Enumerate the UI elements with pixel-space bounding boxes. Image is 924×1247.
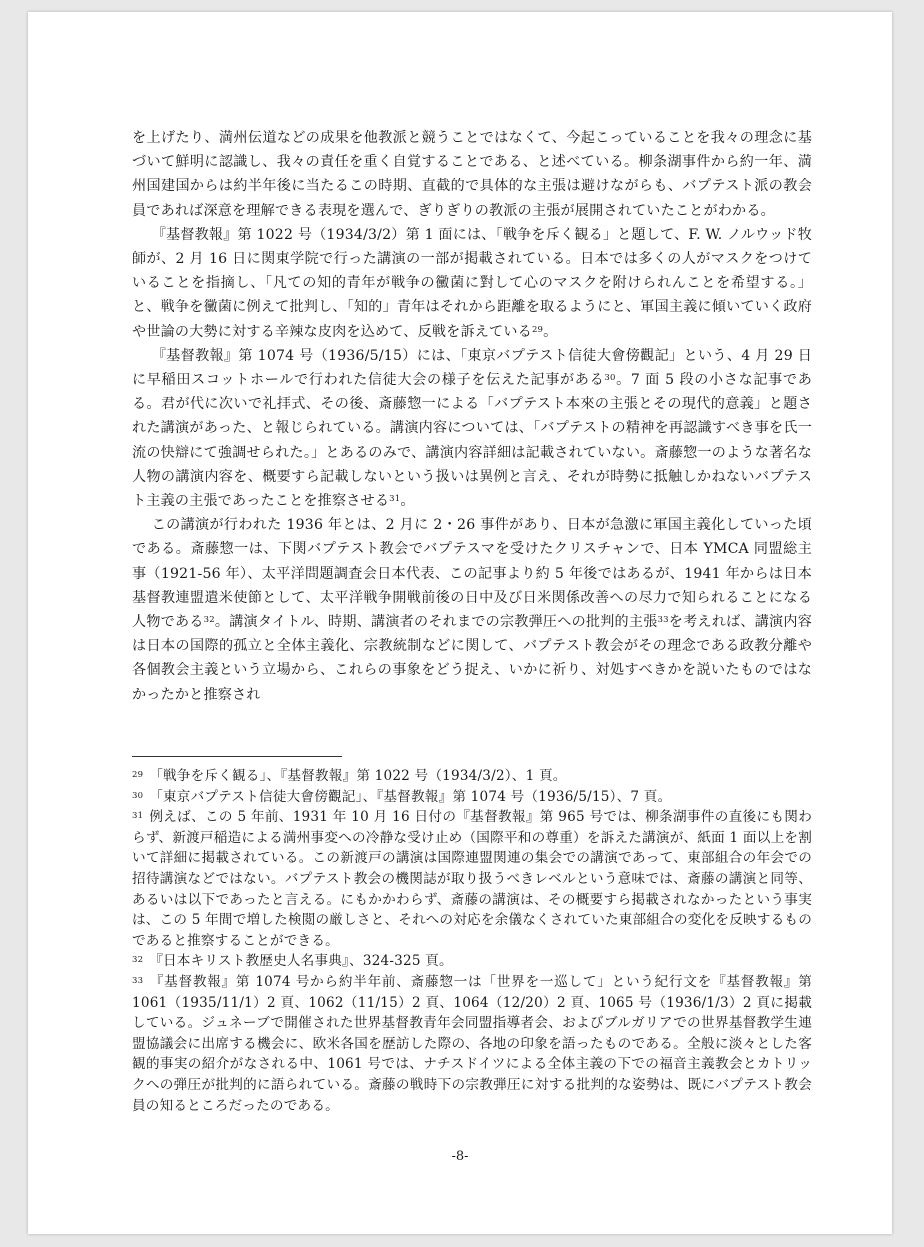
footnote-number: 31 (132, 811, 144, 822)
footnote-32 (132, 951, 812, 972)
footnote-text: 「戦争を斥く観る」、『基督教報』第 1022 号（1934/3/2）、1 頁。 (149, 768, 567, 784)
paragraph-2-text: 『基督教報』第 1022 号（1934/3/2）第 1 面には、「戦争を斥く観る」と題して、F. W. ノルウッド牧師が、2 月 16 日に関東学院で行った講演の一部が掲載されている。日本では多くの人がマスクをつけていることを指摘し、「凡ての知的青年が戦争の黴菌に對して心のマスクを附けられんことを希望する。」と、戦争を黴菌に例えて批判し、「知的」青年はそれから距離を取るようにと、軍国主義に傾いていく政府や世論の大勢に対する辛辣な皮肉を込めて、反戦を訴えている (132, 226, 813, 340)
footnote-ref-30[interactable]: 30 (604, 373, 616, 384)
footnote-number: 32 (132, 955, 144, 966)
body-text (132, 126, 812, 707)
footnote-text: 『基督教報』第 1074 号から約半年前、斎藤惣一は「世界を一巡して」という紀行文を『基督教報』第 1061（1935/11/1）2 頁、1062（11/15）2 頁、1064（12/20）2 頁、1065 号（1936/1/3）2 頁に掲載している。ジュネーブで開催された世界基督教青年会同盟指導者会、およびブルガリアでの世界基督教学生連盟協議会に出席する機会に、欧米各国を歴訪した際の、各地の印象を語ったものである。全般に淡々とした客観的事実の紹介がなされる中、1061 号では、ナチスドイツによる全体主義の下での福音主義教会とカトリックへの弾圧が批判的に語られている。斎藤の戦時下の宗教弾圧に対する批判的な姿勢は、既にバプテスト教会員の知るところだったのである。 (132, 973, 812, 1114)
footnote-text: 例えば、この 5 年前、1931 年 10 月 16 日付の『基督教報』第 965 号では、柳条湖事件の直後にも関わらず、新渡戸稲造による満州事変への冷静な受け止め（国際平和の尊重）を訴えた講演が、紙面 1 面以上を割いて詳細に掲載されている。この新渡戸の講演は国際連盟関連の集会での講演であって、東部組合の年会での招待講演などではない。バプテスト教会の機関誌が取り扱うべきレベルという意味では、斎藤の講演と同等、あるいは以下であったと言える。にもかかわらず、斎藤の講演は、その概要すら掲載されなかったという事実は、この 5 年間で増した検閲の厳しさと、それへの対応を余儀なくされていた東部組合の変化を反映するものであると推察することができる。 (132, 809, 812, 949)
footnote-number: 29 (132, 770, 144, 780)
paragraph-4 (132, 513, 812, 707)
footnote-31 (132, 807, 812, 951)
footnote-29 (132, 766, 812, 787)
footnote-number: 33 (132, 975, 144, 986)
footnote-ref-33[interactable]: 33 (657, 615, 669, 626)
paragraph-4-text-b: 。講演タイトル、時期、講演者のそれまでの宗教弾圧への批判的主張 (214, 614, 658, 631)
footnote-number: 30 (132, 790, 144, 801)
footnote-ref-29[interactable]: 29 (531, 324, 544, 335)
footnote-ref-31[interactable]: 31 (389, 494, 401, 505)
footnote-ref-32[interactable]: 32 (203, 615, 215, 626)
paragraph-1 (132, 126, 812, 223)
document-page (28, 12, 892, 1234)
page-number: -8- (451, 1149, 469, 1164)
paragraph-3 (132, 344, 812, 513)
footnote-text: 「東京バプテスト信徒大會傍觀記」、『基督教報』第 1074 号（1936/5/15）、7 頁。 (149, 788, 672, 805)
paragraph-4-text-c: を考えれば、講演内容は日本の国際的孤立と全体主義化、宗教統制などに関して、バプテスト教会がその理念である政教分離や各個教会主義という立場から、これらの事象をどう捉え、いかに祈り、対処すべきかを説いたものではなかったかと推察され (132, 614, 812, 703)
paragraph-3-text-b: 。7 面 5 段の小さな記事である。君が代に次いで礼拝式、その後、斎藤惣一による「バプテスト本來の主張とその現代的意義」と題された講演があった、と報じられている。講演内容については、「バプテストの精神を再認識すべき事を氏一流の快辯にて強調せられた。」とあるのみで、講演内容詳細は記載されていない。斎藤惣一のような著名な人物の講演内容を、概要すら記載しないという扱いは異例と言え、それが時勢に抵触しかねないバプテスト主義の主張であったことを推察させる (132, 372, 812, 510)
paragraph-3-end: 。 (400, 493, 415, 510)
footnote-30 (132, 787, 812, 808)
footnote-divider (132, 756, 342, 757)
paragraph-2 (132, 223, 812, 344)
paragraph-1-text: を上げたり、満州伝道などの成果を他教派と競うことではなくて、今起こっていることを我々の理念に基づいて鮮明に認識し、我々の責任を重く自覚することである、と述べている。柳条湖事件から約一年、満州国建国からは約半年後に当たるこの時期、直截的で具体的な主張は避けながらも、バプテスト派の教会員であれば深意を理解できる表現を選んで、ぎりぎりの教派の主張が展開されていたことがわかる。 (132, 130, 812, 219)
paragraph-3-text-a: 『基督教報』第 1074 号（1936/5/15）には、「東京バプテスト信徒大會傍觀記」という、4 月 29 日に早稲田スコットホールで行われた信徒大会の様子を伝えた記事がある (132, 347, 812, 389)
paragraph-4-text-a: この講演が行われた 1936 年とは、2 月に 2・26 事件があり、日本が急激に軍国主義化していった頃である。斎藤惣一は、下関バプテスト教会でバプテスマを受けたクリスチャンで、日本 YMCA 同盟総主事（1921-56 年）、太平洋問題調査会日本代表、この記事より約 5 年後ではあるが、1941 年からは日本基督教連盟遣米使節として、太平洋戦争開戦前後の日中及び日米関係改善への尽力で知られることになる人物である (132, 517, 812, 631)
paragraph-2-end: 。 (543, 323, 558, 340)
footnote-33 (132, 972, 812, 1116)
footnotes (132, 766, 812, 1116)
footnote-text: 『日本キリスト教歴史人名事典』、324-325 頁。 (149, 953, 453, 970)
